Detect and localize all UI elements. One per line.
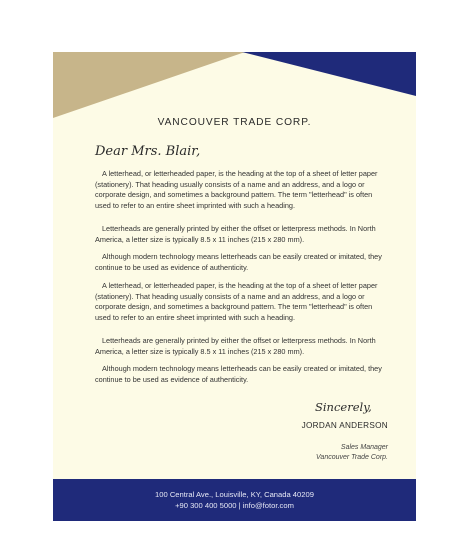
signer-organization: Vancouver Trade Corp.	[316, 454, 388, 461]
letter-page	[53, 52, 416, 521]
navy-band	[242, 52, 416, 96]
footer-bar	[53, 479, 416, 521]
paragraph-3: Although modern technology means letterheads can be easily created or imitated, they continue to be used as evidence of authenticity.	[95, 252, 382, 272]
signer-title: Sales Manager	[340, 444, 388, 451]
salutation: Dear Mrs. Blair,	[95, 144, 201, 159]
paragraph-1: A letterhead, or letterheaded paper, is the heading at the top of a sheet of letter paper (stationery). That heading usually consists of a name and an address, and a logo or corporate design, and sometimes a background pattern. The term "letterhead" is often used to refer to an entire sheet imprinted with such a heading.	[95, 169, 378, 210]
footer-address: 100 Central Ave., Louisville, KY, Canada 40209	[155, 490, 314, 499]
letterhead-banner	[53, 52, 416, 118]
closing: Sincerely,	[315, 400, 372, 414]
signer-name: JORDAN ANDERSON	[301, 421, 388, 430]
tan-triangle	[53, 52, 245, 118]
paragraph-2: Letterheads are generally printed by either the offset or letterpress methods. In North America, a letter size is typically 8.5 x 11 inches (215 x 280 mm).	[95, 224, 376, 244]
paragraph-4: A letterhead, or letterheaded paper, is the heading at the top of a sheet of letter paper (stationery). That heading usually consists of a name and an address, and a logo or corporate design, and sometimes a background pattern. The term "letterhead" is often used to refer to an entire sheet imprinted with such a heading.	[95, 281, 378, 322]
paragraph-6: Although modern technology means letterheads can be easily created or imitated, they continue to be used as evidence of authenticity.	[95, 364, 382, 384]
company-name: VANCOUVER TRADE CORP.	[157, 117, 312, 128]
footer-contact: +90 300 400 5000 | info@fotor.com	[175, 501, 294, 510]
paragraph-5: Letterheads are generally printed by either the offset or letterpress methods. In North America, a letter size is typically 8.5 x 11 inches (215 x 280 mm).	[95, 336, 376, 356]
